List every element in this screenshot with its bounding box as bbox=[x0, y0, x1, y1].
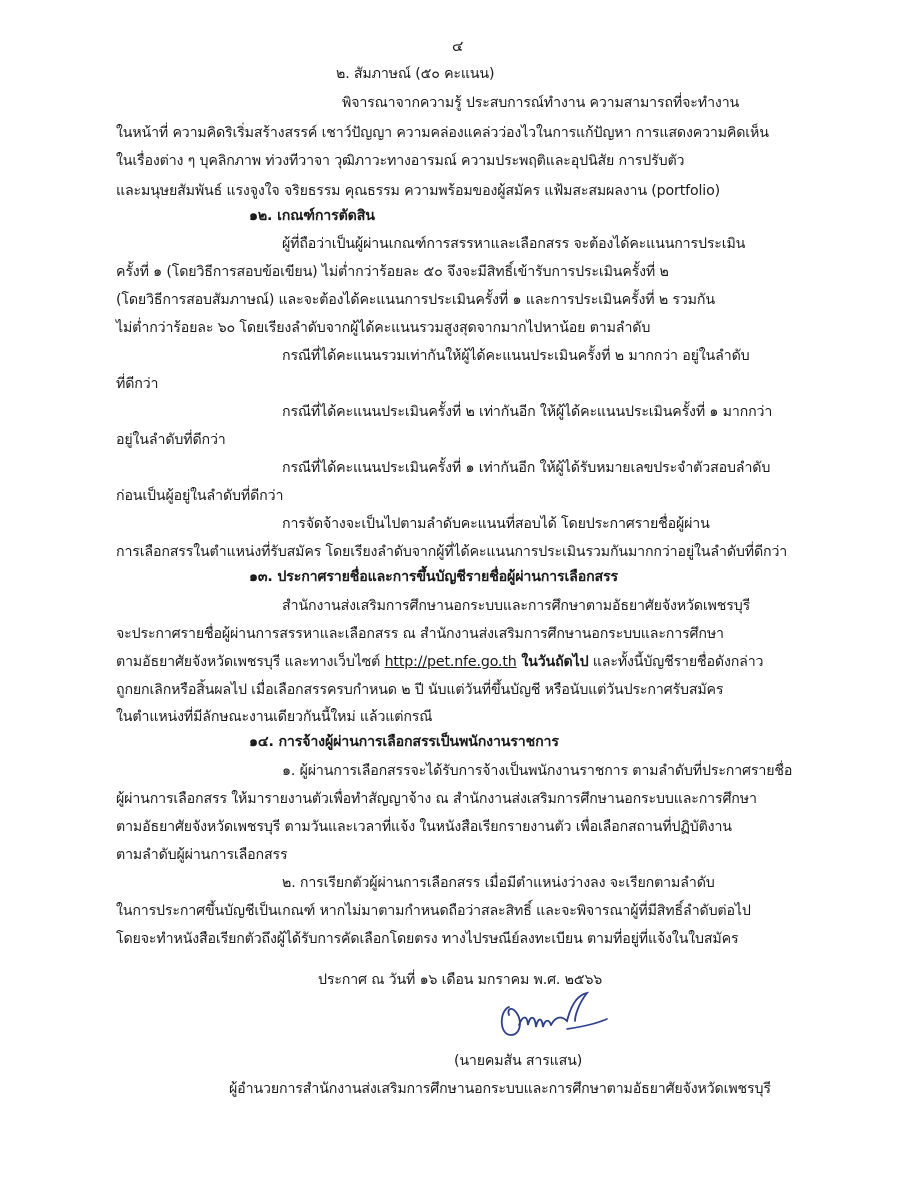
section-13-heading: ๑๓. ประกาศรายชื่อและการขึ้นบัญชีรายชื่อผู้ผ่านการเลือกสรร bbox=[249, 569, 618, 585]
section-12-heading: ๑๒. เกณฑ์การตัดสิน bbox=[249, 208, 375, 224]
announce-date: ประกาศ ณ วันที่ ๑๖ เดือน มกราคม พ.ศ. ๒๕๖๖ bbox=[318, 972, 603, 988]
interview-line-2: ในหน้าที่ ความคิดริเริ่มสร้างสรรค์ เชาว์ปัญญา ความคล่องแคล่วว่องไวในการแก้ปัญหา การแสดงความคิดเห็น bbox=[116, 125, 769, 141]
section-14-line-3: ตามอัธยาศัยจังหวัดเพชรบุรี ตามวันและเวลาที่แจ้ง ในหนังสือเรียกรายงานตัว เพื่อเลือกสถานที่ปฏิบัติงาน bbox=[116, 819, 732, 835]
section-13-line-2: จะประกาศรายชื่อผู้ผ่านการสรรหาและเลือกสรร ณ สำนักงานส่งเสริมการศึกษานอกระบบและการศึกษา bbox=[116, 626, 724, 642]
section-12-line-6: ที่ดีกว่า bbox=[116, 376, 159, 392]
signature-image bbox=[495, 985, 615, 1045]
section-14-line-2: ผู้ผ่านการเลือกสรร ให้มารายงานตัวเพื่อทำสัญญาจ้าง ณ สำนักงานส่งเสริมการศึกษานอกระบบและการศึกษา bbox=[116, 791, 757, 807]
section-14-heading: ๑๔. การจ้างผู้ผ่านการเลือกสรรเป็นพนักงานราชการ bbox=[249, 734, 559, 750]
section-13-next-day: ในวันถัดไป bbox=[516, 654, 589, 670]
interview-line-3: ในเรื่องต่าง ๆ บุคลิกภาพ ท่วงทีวาจา วุฒิภาวะทางอารมณ์ ความประพฤติและอุปนิสัย การปรับตัว bbox=[116, 153, 685, 169]
section-12-line-2: ครั้งที่ ๑ (โดยวิธีการสอบข้อเขียน) ไม่ต่ำกว่าร้อยละ ๕๐ จึงจะมีสิทธิ์เข้ารับการประเมินครั้งที่ ๒ bbox=[116, 264, 669, 280]
section-12-line-11: การจัดจ้างจะเป็นไปตามลำดับคะแนนที่สอบได้ โดยประกาศรายชื่อผู้ผ่าน bbox=[282, 516, 710, 532]
interview-line-1: พิจารณาจากความรู้ ประสบการณ์ทำงาน ความสามารถที่จะทำงาน bbox=[342, 95, 740, 111]
page-number: ๔ bbox=[452, 37, 464, 55]
section-14-line-1: ๑. ผู้ผ่านการเลือกสรรจะได้รับการจ้างเป็นพนักงานราชการ ตามลำดับที่ประกาศรายชื่อ bbox=[282, 763, 793, 779]
section-12-line-1: ผู้ที่ถือว่าเป็นผู้ผ่านเกณฑ์การสรรหาและเลือกสรร จะต้องได้คะแนนการประเมิน bbox=[282, 236, 746, 252]
section-12-line-5: กรณีที่ได้คะแนนรวมเท่ากันให้ผู้ได้คะแนนประเมินครั้งที่ ๒ มากกว่า อยู่ในลำดับ bbox=[282, 348, 750, 364]
signer-name: (นายคมสัน สารแสน) bbox=[454, 1053, 583, 1069]
section-14-line-5: ๒. การเรียกตัวผู้ผ่านการเลือกสรร เมื่อมีตำแหน่งว่างลง จะเรียกตามลำดับ bbox=[282, 875, 715, 891]
section-14-line-7: โดยจะทำหนังสือเรียกตัวถึงผู้ได้รับการคัดเลือกโดยตรง ทางไปรษณีย์ลงทะเบียน ตามที่อยู่ที่แจ้งในใบสมัคร bbox=[116, 931, 739, 947]
section-13-line-4: ถูกยกเลิกหรือสิ้นผลไป เมื่อเลือกสรรครบกำหนด ๒ ปี นับแต่วันที่ขึ้นบัญชี หรือนับแต่วันประกาศรับสมัคร bbox=[116, 682, 724, 698]
section-12-line-10: ก่อนเป็นผู้อยู่ในลำดับที่ดีกว่า bbox=[116, 488, 284, 504]
section-12-line-12: การเลือกสรรในตำแหน่งที่รับสมัคร โดยเรียงลำดับจากผู้ที่ได้คะแนนการประเมินรวมกันมากกว่าอยู่ในลำดับที่ดีกว่า bbox=[116, 544, 788, 560]
section-12-line-8: อยู่ในลำดับที่ดีกว่า bbox=[116, 432, 226, 448]
website-link[interactable]: http://pet.nfe.go.th bbox=[384, 654, 517, 670]
section-13-line-3-b: และทั้งนี้บัญชีรายชื่อดังกล่าว bbox=[588, 654, 764, 670]
section-12-line-3: (โดยวิธีการสอบสัมภาษณ์) และจะต้องได้คะแนนการประเมินครั้งที่ ๑ และการประเมินครั้งที่ ๒ รวมกัน bbox=[116, 292, 715, 308]
section-13-line-3-a: ตามอัธยาศัยจังหวัดเพชรบุรี และทางเว็บไซต์ bbox=[116, 654, 385, 670]
section-12-line-4: ไม่ต่ำกว่าร้อยละ ๖๐ โดยเรียงลำดับจากผู้ได้คะแนนรวมสูงสุดจากมากไปหาน้อย ตามลำดับ bbox=[116, 320, 651, 336]
section-14-line-6: ในการประกาศขึ้นบัญชีเป็นเกณฑ์ หากไม่มาตามกำหนดถือว่าสละสิทธิ์ และจะพิจารณาผู้ที่มีสิทธิ์ลำดับต่อไป bbox=[116, 903, 751, 919]
interview-line-4: และมนุษยสัมพันธ์ แรงจูงใจ จริยธรรม คุณธรรม ความพร้อมของผู้สมัคร แฟ้มสะสมผลงาน (portfolio) bbox=[116, 183, 721, 199]
signer-title: ผู้อำนวยการสำนักงานส่งเสริมการศึกษานอกระบบและการศึกษาตามอัธยาศัยจังหวัดเพชรบุรี bbox=[229, 1081, 771, 1097]
section-13-line-3 bbox=[116, 652, 763, 672]
interview-heading: ๒. สัมภาษณ์ (๕๐ คะแนน) bbox=[336, 66, 495, 82]
section-12-line-9: กรณีที่ได้คะแนนประเมินครั้งที่ ๑ เท่ากันอีก ให้ผู้ได้รับหมายเลขประจำตัวสอบลำดับ bbox=[282, 460, 771, 476]
section-14-line-4: ตามลำดับผู้ผ่านการเลือกสรร bbox=[116, 847, 288, 863]
section-13-line-1: สำนักงานส่งเสริมการศึกษานอกระบบและการศึกษาตามอัธยาศัยจังหวัดเพชรบุรี bbox=[282, 598, 751, 614]
section-12-line-7: กรณีที่ได้คะแนนประเมินครั้งที่ ๒ เท่ากันอีก ให้ผู้ได้คะแนนประเมินครั้งที่ ๑ มากกว่า bbox=[282, 404, 773, 420]
section-13-line-5: ในตำแหน่งที่มีลักษณะงานเดียวกันนี้ใหม่ แล้วแต่กรณี bbox=[116, 709, 433, 725]
